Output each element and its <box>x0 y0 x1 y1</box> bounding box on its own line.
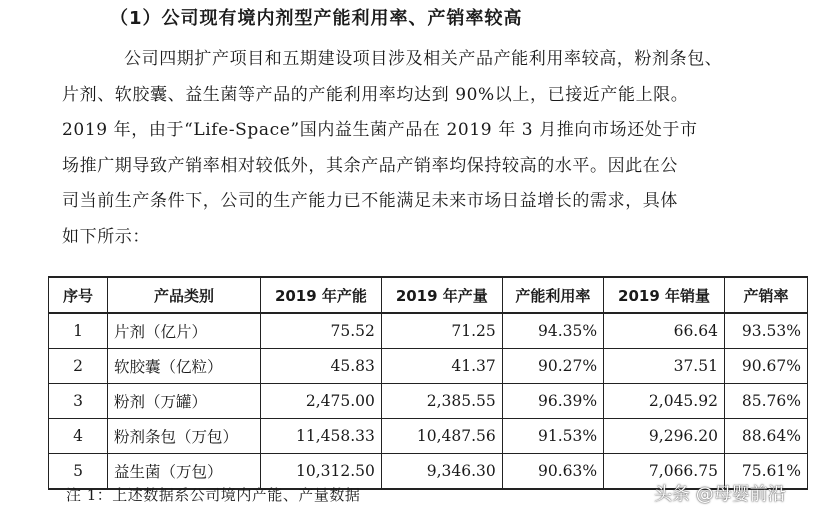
cell-sales: 7,066.75 <box>604 454 725 490</box>
paragraph-line: 2019 年，由于“Life-Space”国内益生菌产品在 2019 年 3 月推向市场还处于市 <box>62 120 698 140</box>
column-header-capacity: 2019 年产能 <box>261 277 382 313</box>
watermark: 头条 @母婴前沿 <box>654 484 786 505</box>
table-row <box>49 349 808 384</box>
cell-sell-through: 90.67% <box>724 349 807 384</box>
column-header-output: 2019 年产量 <box>381 277 502 313</box>
table-row <box>49 384 808 419</box>
cell-category: 粉剂条包（万包） <box>108 419 261 454</box>
cell-utilization: 91.53% <box>502 419 603 454</box>
cell-utilization: 94.35% <box>502 313 603 349</box>
cell-sell-through: 93.53% <box>724 313 807 349</box>
paragraph-line: 如下所示： <box>62 226 150 247</box>
cell-capacity: 75.52 <box>261 313 382 349</box>
cell-index: 4 <box>49 419 108 454</box>
cell-capacity: 45.83 <box>261 349 382 384</box>
cell-output: 2,385.55 <box>381 384 502 419</box>
paragraph-line: 场推广期导致产销率相对较低外，其余产品产销率均保持较高的水平。因此在公 <box>62 155 678 176</box>
cell-index: 3 <box>49 384 108 419</box>
capacity-table <box>48 276 808 490</box>
cell-output: 10,487.56 <box>381 419 502 454</box>
body-paragraph <box>62 42 797 255</box>
section-heading: （1）公司现有境内剂型产能利用率、产销率较高 <box>110 8 523 29</box>
cell-utilization: 90.63% <box>502 454 603 490</box>
cell-category: 益生菌（万包） <box>108 454 261 490</box>
cell-category: 软胶囊（亿粒） <box>108 349 261 384</box>
cell-index: 5 <box>49 454 108 490</box>
cell-utilization: 90.27% <box>502 349 603 384</box>
cell-sales: 66.64 <box>604 313 725 349</box>
cell-sales: 2,045.92 <box>604 384 725 419</box>
cell-index: 1 <box>49 313 108 349</box>
cell-index: 2 <box>49 349 108 384</box>
cell-sell-through: 75.61% <box>724 454 807 490</box>
column-header-utilization: 产能利用率 <box>502 277 603 313</box>
paragraph-line: 片剂、软胶囊、益生菌等产品的产能利用率均达到 90%以上，已接近产能上限。 <box>62 84 689 105</box>
column-header-index: 序号 <box>49 277 108 313</box>
cell-sales: 37.51 <box>604 349 725 384</box>
cell-capacity: 11,458.33 <box>261 419 382 454</box>
cell-capacity: 10,312.50 <box>261 454 382 490</box>
table-header-row <box>49 277 808 313</box>
cell-output: 9,346.30 <box>381 454 502 490</box>
paragraph-line: 司当前生产条件下，公司的生产能力已不能满足未来市场日益增长的需求，具体 <box>62 191 678 211</box>
cell-capacity: 2,475.00 <box>261 384 382 419</box>
cell-sell-through: 88.64% <box>724 419 807 454</box>
column-header-sell-through: 产销率 <box>724 277 807 313</box>
table-footnote: 注 1：上述数据系公司境内产能、产量数据 <box>66 486 361 504</box>
cell-output: 41.37 <box>381 349 502 384</box>
cell-utilization: 96.39% <box>502 384 603 419</box>
cell-category: 粉剂（万罐） <box>108 384 261 419</box>
cell-output: 71.25 <box>381 313 502 349</box>
table-row <box>49 419 808 454</box>
column-header-category: 产品类别 <box>108 277 261 313</box>
cell-sell-through: 85.76% <box>724 384 807 419</box>
paragraph-line: 公司四期扩产项目和五期建设项目涉及相关产品产能利用率较高，粉剂条包、 <box>124 49 723 69</box>
cell-category: 片剂（亿片） <box>108 313 261 349</box>
column-header-sales: 2019 年销量 <box>604 277 725 313</box>
cell-sales: 9,296.20 <box>604 419 725 454</box>
table-row <box>49 313 808 349</box>
